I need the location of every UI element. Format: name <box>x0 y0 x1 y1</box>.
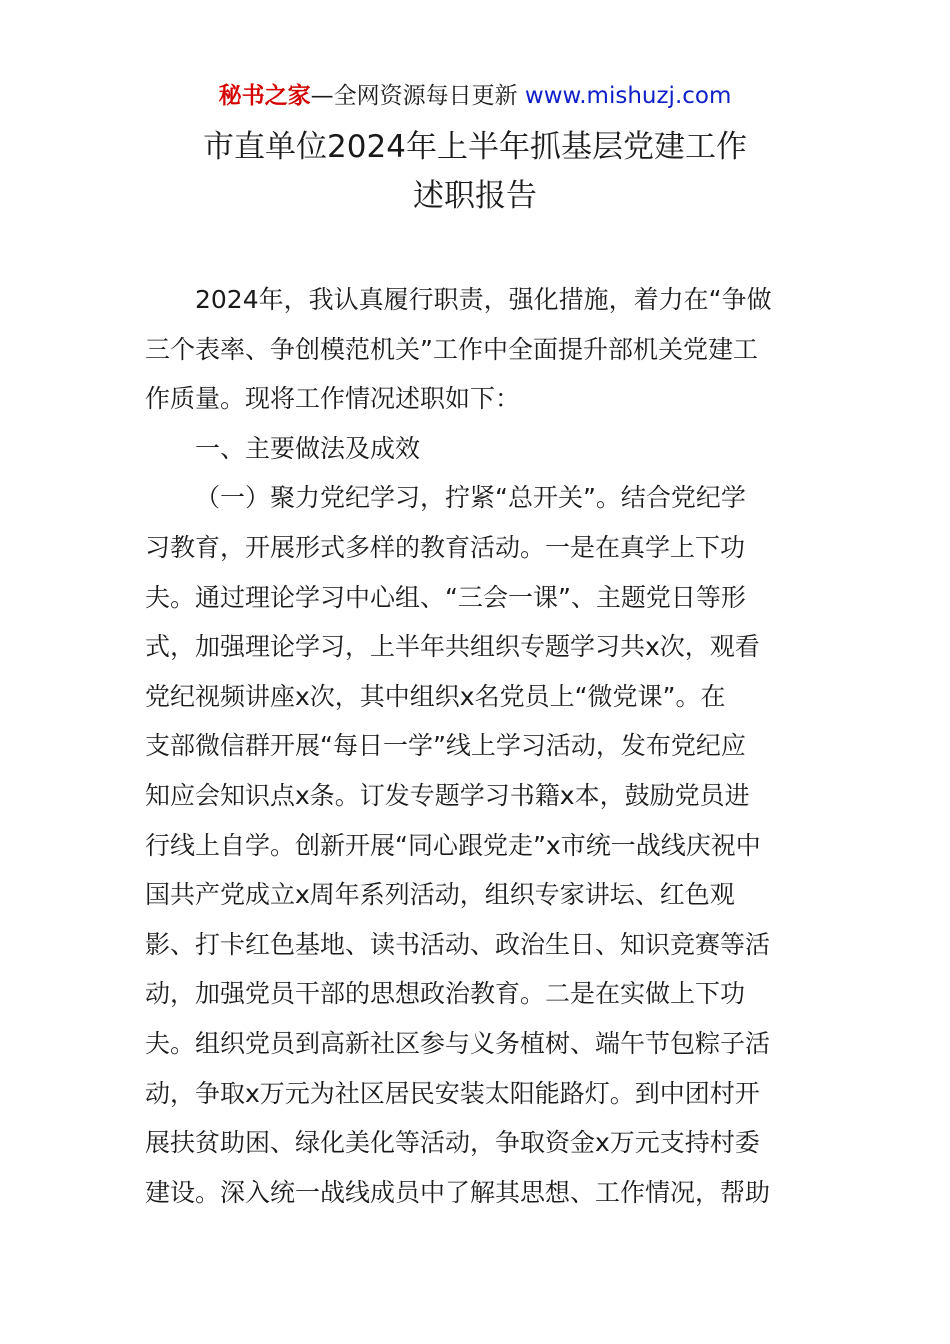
site-url-link[interactable]: www.mishuzj.com <box>524 83 732 109</box>
section-heading: 一、主要做法及成效 <box>195 433 421 463</box>
body-line: 展扶贫助困、绿化美化等活动，争取资金x万元支持村委 <box>145 1128 760 1158</box>
body-line: 作质量。现将工作情况述职如下： <box>145 384 521 414</box>
header-tagline: —全网资源每日更新 <box>310 83 518 109</box>
body-line: 三个表率、争创模范机关”工作中全面提升部机关党建工 <box>145 334 758 364</box>
body-line: 夫。通过理论学习中心组、“三会一课”、主题党日等形 <box>145 582 746 612</box>
document-title-line-2: 述职报告 <box>413 178 537 214</box>
body-line: 国共产党成立x周年系列活动，组织专家讲坛、红色观 <box>145 880 735 910</box>
site-header <box>0 80 950 112</box>
document-title-line-1: 市直单位2024年上半年抓基层党建工作 <box>203 129 747 165</box>
body-line: 2024年，我认真履行职责，强化措施，着力在“争做 <box>195 285 772 314</box>
body-line: 夫。组织党员到高新社区参与义务植树、端午节包粽子活 <box>145 1028 771 1058</box>
body-line: 知应会知识点x条。订发专题学习书籍x本，鼓励党员进 <box>145 780 750 810</box>
body-line: 影、打卡红色基地、读书活动、政治生日、知识竞赛等活 <box>145 929 771 959</box>
subsection-heading-line: （一）聚力党纪学习，拧紧“总开关”。结合党纪学 <box>195 483 746 513</box>
body-line: 支部微信群开展“每日一学”线上学习活动，发布党纪应 <box>145 731 746 761</box>
body-line: 动，加强党员干部的思想政治教育。二是在实做上下功 <box>145 979 746 1009</box>
brand-name: 秘书之家 <box>218 83 311 109</box>
body-line: 式，加强理论学习，上半年共组织专题学习共x次，观看 <box>145 632 760 662</box>
body-line: 行线上自学。创新开展“同心跟党走”x市统一战线庆祝中 <box>145 830 761 860</box>
body-line: 动，争取x万元为社区居民安装太阳能路灯。到中团村开 <box>145 1078 760 1108</box>
document-body <box>145 275 810 1217</box>
body-line: 党纪视频讲座x次，其中组织x名党员上“微党课”。在 <box>145 681 726 711</box>
body-line: 习教育，开展形式多样的教育活动。一是在真学上下功 <box>145 532 746 562</box>
body-line: 建设。深入统一战线成员中了解其思想、工作情况，帮助 <box>145 1177 771 1207</box>
